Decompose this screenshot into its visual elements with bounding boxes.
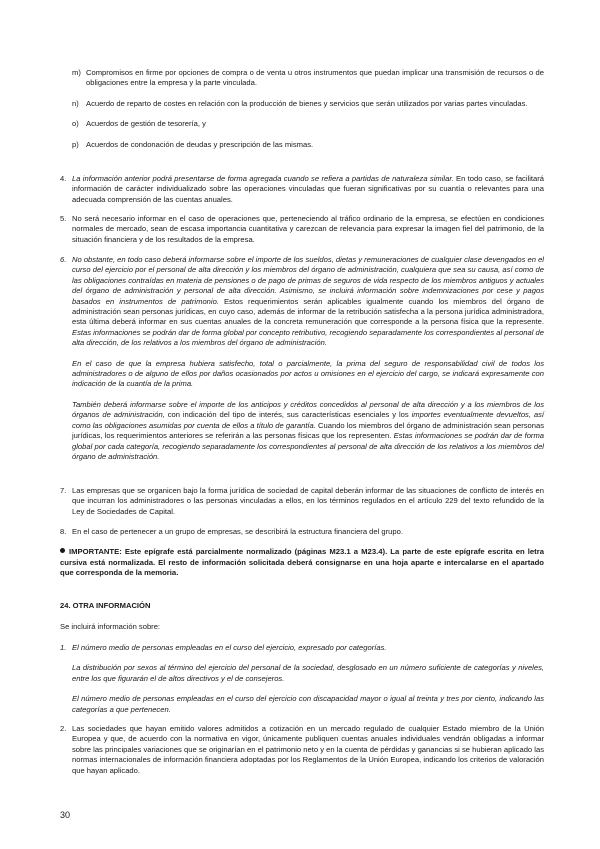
item-marker: 4. — [60, 174, 67, 183]
italic-text: No obstante, en todo caso deberá informarse sobre el importe de los sueldos, dietas y remuneraciones de cualquier clase devengados en el curso del ejercicio por el personal de alta dirección y los miembros del órgano de administración, cualquiera que sea su causa, así como de las obligaciones contraídas en materia de pensiones o de pago de primas de seguros de vida respecto de los miembros antiguos y actuales del órgano de administración y personal de alta dirección. Asimismo, se incluirá información sobre indemnizaciones por cese y pagos basados en instrumentos de patrimonio. — [72, 255, 544, 306]
item-marker: 1. — [60, 643, 67, 652]
paragraph: En el caso de que la empresa hubiera satisfecho, total o parcialmente, la prima del seguro de responsabilidad civil de todos los administradores o de alguno de ellos por daños ocasionados por actos u omisiones en el ejercicio del cargo, se indicará expresamente con indicación de la cuantía de la prima. — [72, 358, 544, 389]
item-text: Compromisos en firme por opciones de compra o de venta u otros instrumentos que puedan implicar una transmisión de recursos o de obligaciones entre la empresa y la parte vinculada. — [86, 68, 544, 88]
item-marker: n) — [72, 98, 79, 108]
item-text: En el caso de pertenecer a un grupo de empresas, se describirá la estructura financiera del grupo. — [72, 527, 403, 536]
list-item — [0, 724, 600, 776]
important-note — [0, 547, 600, 579]
section-24-item-1 — [0, 643, 600, 715]
item-text: Las sociedades que hayan emitido valores admitidos a cotización en un mercado regulado de cualquier Estado miembro de la Unión Europea y que, de acuerdo con la normativa en vigor, únicamente publiquen cuentas anuales individuales vendrán obligadas a informar sobre las principales variaciones que se originarían en el patrimonio neto y en la cuenta de pérdidas y ganancias si se hubieran aplicado las normas internacionales de información financiera adoptadas por los Reglamentos de la Unión Europea, indicando los criterios de valoración que hayan aplicado. — [72, 724, 544, 775]
item-marker: m) — [72, 68, 81, 77]
item-marker: 7. — [60, 486, 67, 495]
paragraph — [72, 400, 544, 462]
normal-text: Estos requerimientos serán aplicables igualmente cuando los miembros del órgano de administración sean personas jurídicas, en cuyo caso, además de informar de la retribución satisfecha a la persona jurídica administradora, esta última deberá informar en sus cuentas anuales de la concreta remuneración que corresponde a la persona física que la represente. — [72, 296, 544, 327]
section-24 — [0, 601, 600, 611]
list-item — [0, 99, 600, 109]
item-text — [72, 174, 544, 205]
italic-text: La información anterior podrá presentarse de forma agregada cuando se refiera a partidas de naturaleza similar. — [72, 174, 454, 183]
list-item — [0, 643, 600, 653]
bullet-icon — [60, 548, 65, 553]
list-item — [0, 68, 600, 89]
italic-text: Estas informaciones se podrán dar de forma global por cada categoría, recogiendo separadamente los correspondientes al personal de alta dirección de los relativos a los miembros del órgano de administración. — [72, 431, 545, 461]
important-text: IMPORTANTE: Este epígrafe está parcialmente normalizado (páginas M23.1 a M23.4). La parte de este epígrafe escrita en letra cursiva está normalizada. El resto de información solicitada deberá consignarse en una hoja aparte e intercalarse en el apartado que corresponda de la memoria. — [60, 547, 544, 578]
item-5 — [0, 214, 600, 245]
list-item — [0, 486, 600, 517]
list-item — [0, 527, 600, 537]
item-text — [72, 255, 544, 349]
item-4 — [0, 174, 600, 205]
list-item — [0, 174, 600, 205]
list-item — [0, 140, 600, 150]
item-text: Acuerdos de condonación de deudas y prescripción de las mismas. — [86, 139, 314, 149]
normal-text: Cuando los miembros del órgano de administración sean personas jurídicas, los requerimientos anteriores se referirán a las personas físicas que los representen. — [72, 420, 544, 441]
page-number: 30 — [60, 810, 71, 820]
list-subitems — [0, 68, 600, 150]
paragraph: La distribución por sexos al término del ejercicio del personal de la sociedad, desglosado en un número suficiente de categorías y niveles, entre los que figurarán el de altos directivos y el de consejeros. — [72, 663, 544, 683]
item-6 — [0, 255, 600, 462]
item-text: Las empresas que se organicen bajo la forma jurídica de sociedad de capital deberán informar de las situaciones de conflicto de interés en que incurran los administradores o las personas vinculadas a ellos, en los términos regulados en el artículo 229 del texto refundido de la Ley de Sociedades de Capital. — [72, 486, 544, 516]
item-marker: 2. — [60, 724, 67, 733]
item-marker: 8. — [60, 527, 67, 536]
item-marker: o) — [72, 119, 79, 129]
italic-text: importes eventualmente devueltos, así como las obligaciones asumidas por cuenta de ellos a título de garantía. — [72, 410, 544, 430]
item-8 — [0, 527, 600, 537]
italic-text: Estas informaciones se podrán dar de forma global por concepto retributivo, recogiendo separadamente los correspondientes al personal de alta dirección, de los relativos a los miembros del órgano de administración. — [72, 327, 544, 348]
item-text: Acuerdos de gestión de tesorería, y — [86, 119, 206, 129]
item-text: No será necesario informar en el caso de operaciones que, perteneciendo al tráfico ordinario de la empresa, se efectúen en condiciones normales de mercado, sean de escasa importancia cuantitativa y carezcan de relevancia para expresar la imagen fiel del patrimonio, de la situación financiera y de los resultados de la empresa. — [72, 214, 544, 244]
item-marker: 6. — [60, 255, 67, 264]
list-item — [0, 214, 600, 245]
section-intro: Se incluirá información sobre: — [60, 622, 161, 631]
item-marker: p) — [72, 139, 79, 149]
normal-text: En todo caso, se facilitará información de carácter individualizado sobre las operaciones vinculadas que fueran significativas por su cuantía o relevantes para una adecuada comprensión de las cuentas anuales. — [72, 174, 544, 204]
list-item — [0, 119, 600, 129]
italic-text: También deberá informarse sobre el importe de los anticipos y créditos concedidos al personal de alta dirección y a los miembros de los órganos de administración, — [72, 399, 544, 420]
item-marker: 5. — [60, 214, 67, 223]
item-7 — [0, 486, 600, 517]
list-item — [0, 255, 600, 349]
item-text: El número medio de personas empleadas en el curso del ejercicio, expresado por categorías. — [72, 643, 387, 652]
section-title: 24. OTRA INFORMACIÓN — [60, 601, 151, 610]
section-24-item-2 — [0, 724, 600, 776]
section-intro-block — [0, 622, 600, 632]
paragraph: El número medio de personas empleadas en el curso del ejercicio con discapacidad mayor o igual al treinta y tres por ciento, indicando las categorías a que pertenecen. — [72, 694, 544, 714]
normal-text: con indicación del tipo de interés, sus características esenciales y los — [164, 410, 409, 420]
item-text: Acuerdo de reparto de costes en relación con la producción de bienes y servicios que serán utilizados por varias partes vinculadas. — [86, 98, 528, 108]
